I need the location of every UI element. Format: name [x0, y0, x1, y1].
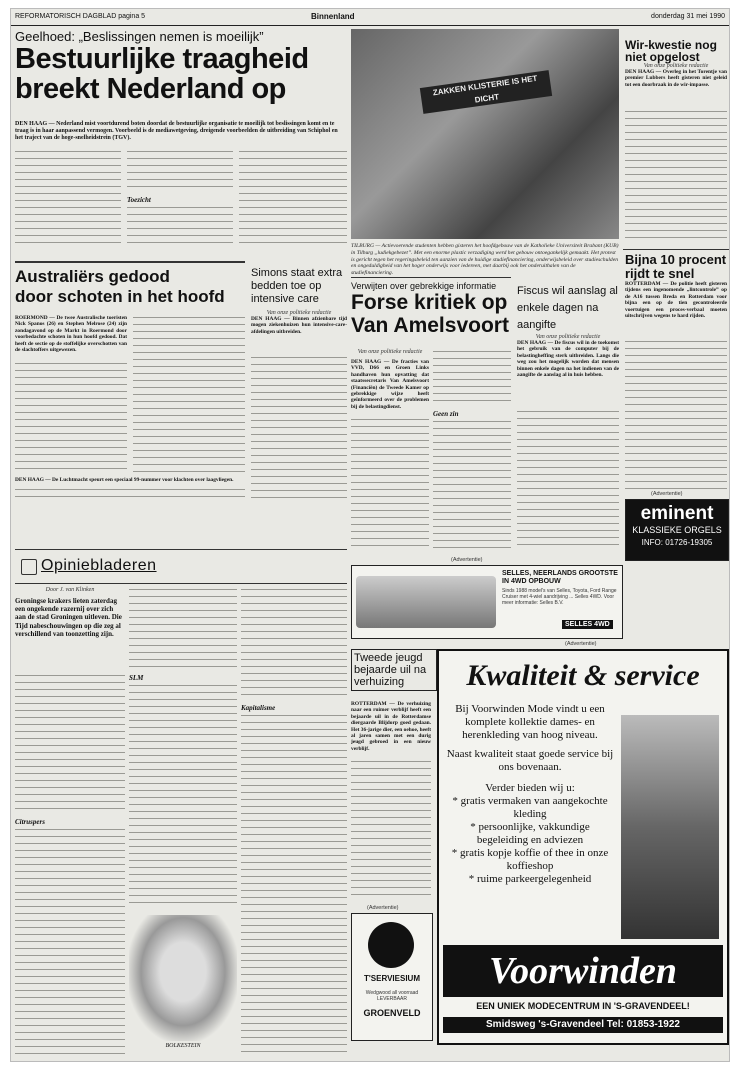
australiers-after: DEN HAAG — De Luchtmacht speurt een speciaal 99-nummer voor klachten over laagvliegen. — [15, 477, 234, 483]
fiscus-intro: DEN HAAG — De fiscus wil in de toekomst het gebruik van de computer bij de belastingheffing sterk uitbreiden. Langs die weg zou het mogelijk worden dat mensen binnen enkele dagen na het indienen van de aangifte de aanslag al in huis hebben. — [517, 340, 619, 379]
opinie-col-1b — [15, 827, 125, 1055]
australiers-intro: ROERMOND — De twee Australische toeristen Nick Spanos (26) en Stephen Melrose (24) zijn zondagavond op de Markt in Roermond door voorbedachte schoten in hun hoofd gedood. Dat heeft de sectie op de stoffelijke overschotten van de slachtoffers uitgewezen. — [15, 315, 127, 354]
photo-caption: TILBURG — Actievoerende studenten hebben gisteren het hoofdgebouw van de Katholieke Universiteit Brabant (KUB) in Tilburg „ludiekgebezet”. Met een enorme plastic verzadiging werd het gebouw ontoegankelijk gemaakt. Het protest is gericht tegen het regeringsbeleid ten aanzien van de huidige studiefinanciering, onderwijsbeleid over studieschulden en ongeduldigheid van het hoger onderwijs voor iedereen, met daarbij ook het onderuithalen van de studiefinanciering. — [351, 243, 619, 277]
truck-image — [356, 576, 496, 628]
kwaliteit-p3: Verder bieden wij u: — [485, 782, 575, 794]
model-photo — [621, 715, 719, 939]
serviesium-brand: GROENVELD — [363, 1008, 421, 1018]
lead-subhead: Toezicht — [127, 196, 151, 204]
newspaper-page — [10, 8, 730, 1062]
amelsvoort-subhead: Geen zin — [433, 410, 459, 418]
tweede-intro: ROTTERDAM — De verhuizing naar een ruimer verblijf heeft een bejaarde uil in de Rotterdamse diergaarde Blijdorp goed gedaan. Het 36-jarige dier, een oehoe, heeft al jaren samen met een durig jeugd gebroed in een nieuw verblijf. — [351, 701, 431, 752]
fiscus-body — [517, 409, 619, 549]
bolkestein-portrait — [129, 915, 237, 1041]
voorwinden-ad[interactable] — [437, 649, 729, 1045]
protest-banner: ZAKKEN KLISTERIE IS HET DICHT — [420, 70, 552, 114]
lead-story — [15, 29, 347, 104]
fiscus-headline: Fiscus wil aanslag al enkele dagen na aangifte — [517, 285, 618, 331]
eminent-brand: eminent — [640, 503, 714, 524]
australiers-col-1 — [15, 361, 127, 473]
lead-column-3 — [239, 149, 347, 249]
amelsvoort-byline: Van onze politieke redactie — [357, 349, 423, 355]
amelsvoort-col-1 — [351, 417, 429, 549]
lead-kicker: Geelhoed: „Beslissingen nemen is moeilijk” — [15, 29, 264, 44]
eminent-label: (Advertentie) — [651, 491, 683, 497]
serviesium-label: (Advertentie) — [367, 905, 399, 911]
amelsvoort-kicker: Verwijten over gebrekkige informatie — [351, 281, 497, 291]
voorwinden-footer: Smidsweg 's-Gravendeel Tel: 01853-1922 — [443, 1017, 723, 1033]
wir-body — [625, 109, 727, 244]
wir-intro: DEN HAAG — Overleg in het Torentje van premier Lubbers heeft gisteren niet geleid tot een doorbraak in de wir-impasse. — [625, 69, 727, 88]
tweede-body — [351, 759, 431, 899]
selles-logo: SELLES 4WD — [562, 620, 613, 629]
australiers-col-2 — [133, 315, 245, 473]
opinie-masthead — [15, 555, 347, 581]
simons-intro: DEN HAAG — Binnen afzienbare tijd mogen ziekenhuizen hun intensive-care-afdelingen uitbreiden. — [251, 316, 347, 335]
fiscus-article — [517, 283, 619, 378]
plate-icon — [368, 922, 414, 968]
kwaliteit-b3: * gratis kopje koffie of thee in onze koffieshop — [451, 847, 609, 872]
australiers-article — [15, 267, 245, 307]
amelsvoort-col-2a — [433, 349, 511, 405]
lead-headline-2: breekt Nederland op — [15, 73, 286, 105]
lead-headline-1: Bestuurlijke traagheid — [15, 43, 309, 75]
amelsvoort-article — [351, 281, 511, 337]
australiers-headline-2: door schoten in het hoofd — [15, 287, 225, 306]
wir-byline: Van onze politieke redactie — [643, 63, 709, 69]
amelsvoort-col-2b — [433, 419, 511, 549]
section-name: Binnenland — [311, 12, 355, 21]
amelsvoort-headline-1: Forse kritiek op — [351, 291, 508, 314]
amelsvoort-headline-2: Van Amelsvoort — [351, 314, 509, 337]
kwaliteit-p1: Bij Voorwinden Mode vindt u een komplete kollektie dames- en herenkleding van hoog niveau. — [455, 703, 605, 741]
opinie-title: Opiniebladeren — [41, 557, 157, 574]
selles-ad[interactable] — [351, 565, 623, 639]
protest-photo — [351, 29, 619, 239]
simons-body — [251, 355, 347, 501]
kwaliteit-b4: * ruime parkeergelegenheid — [468, 873, 592, 885]
tweede-article — [351, 649, 437, 691]
serviesium-name: T'SERVIESIUM — [364, 974, 420, 983]
lead-column-2b — [127, 205, 233, 249]
bijna-article — [625, 253, 727, 319]
portrait-caption: BOLKESTEIN — [165, 1043, 201, 1049]
kwaliteit-label: (Advertentie) — [565, 641, 597, 647]
australiers-after-body — [15, 487, 245, 501]
eminent-line: KLASSIEKE ORGELS — [632, 525, 722, 535]
lead-column-2a — [127, 149, 233, 189]
simons-byline: Van onze politieke redactie — [266, 310, 332, 316]
selles-headline: SELLES, NEERLANDS GROOTSTE IN 4WD OPBOUW — [502, 570, 618, 585]
selles-text: Sinds 1988 model's van Selles, Toyota, Ford Range Cruiser met 4-wiel aandrijving ... Selles 4WD. Voor meer informatie: Selles B.V. — [502, 588, 617, 606]
simons-headline: Simons staat extra bedden toe op intensive care — [251, 267, 343, 305]
opinie-subhead-1: Citruspers — [15, 818, 45, 826]
paper-name: REFORMATORISCH DAGBLAD pagina 5 — [15, 13, 146, 20]
bijna-intro: ROTTERDAM — De politie heeft gisteren tijdens een ingenomende „lintcontrole” op de A16 tussen Breda en Rotterdam voor bijna een op de tien gecontroleerde voertuigen een proces-verbaal moeten uitschrijven wegens te hard rijden. — [625, 281, 727, 320]
kwaliteit-headline: Kwaliteit & service — [466, 659, 700, 692]
lead-intro: DEN HAAG — Nederland mist voortdurend boten doordat de bestuurlijke organisatie te moeilijk tot beslissingen komt en te traag is in haar aanpassend vermogen. Voorbeeld is de mediawetgeving, dreigende voorbeelden de uitbreiding van Schiphol en het traject van de hoge-snelheidstrein (TGV). — [15, 121, 338, 141]
opinie-subhead-2: SLM — [129, 674, 144, 682]
wir-headline: Wir-kwestie nog niet opgelost — [625, 38, 717, 64]
wir-article — [625, 39, 727, 88]
fiscus-byline: Van onze politieke redactie — [535, 334, 601, 340]
lead-column-1 — [15, 149, 121, 249]
voorwinden-logo: Voorwinden — [443, 945, 723, 997]
australiers-headline-1: Australiërs gedood — [15, 267, 170, 286]
voorwinden-tagline: EEN UNIEK MODECENTRUM IN 'S-GRAVENDEEL! — [476, 1001, 690, 1011]
kwaliteit-text-block — [445, 703, 615, 886]
page-header — [11, 9, 729, 26]
opinie-col-2b — [129, 683, 237, 909]
opinie-byline: Door J. van Klinken — [45, 587, 95, 593]
kwaliteit-b2: * persoonlijke, vakkundige begeleiding en adviezen — [470, 821, 590, 846]
opinie-col-3b — [241, 713, 347, 1055]
selles-label: (Advertentie) — [451, 557, 483, 563]
simons-article — [251, 267, 347, 335]
serviesium-ad[interactable] — [351, 913, 433, 1041]
opinie-col-2a — [129, 587, 237, 667]
bijna-headline: Bijna 10 procent rijdt te snel — [625, 252, 727, 281]
page-date: donderdag 31 mei 1990 — [651, 13, 725, 20]
opinie-col-3a — [241, 587, 347, 697]
newspaper-icon — [21, 559, 37, 575]
opinie-subhead-3: Kapitalisme — [241, 704, 276, 712]
serviesium-text: Wedgwood all voorraad LEVERBAAR — [365, 990, 419, 1002]
eminent-info: INFO: 01726-19305 — [641, 538, 713, 547]
bijna-body — [625, 339, 727, 489]
kwaliteit-p2: Naast kwaliteit staat goede service bij ons bovenaan. — [446, 748, 614, 773]
amelsvoort-intro: DEN HAAG — De fracties van VVD, D66 en Groen Links handhaven hun opvatting dat staatssecretaris Van Amelsvoort (Financiën) de Tweede Kamer op gebrekkige wijze heeft geïnformeerd over de problemen bij de belastingdienst. — [351, 359, 429, 410]
opinie-col-1a — [15, 673, 125, 811]
opinie-intro: Groningse krakers lieten zaterdag een ongekende razernij over zich aan de stad Groningen uitleven. Die Tijd nabeschouwingen op die zeg al verschillend van toonzetting zijn. — [15, 597, 122, 638]
kwaliteit-b1: * gratis vermaken van aangekochte kleding — [452, 795, 608, 820]
eminent-ad[interactable] — [625, 499, 729, 561]
tweede-headline: Tweede jeugd bejaarde uil na verhuizing — [354, 652, 427, 688]
